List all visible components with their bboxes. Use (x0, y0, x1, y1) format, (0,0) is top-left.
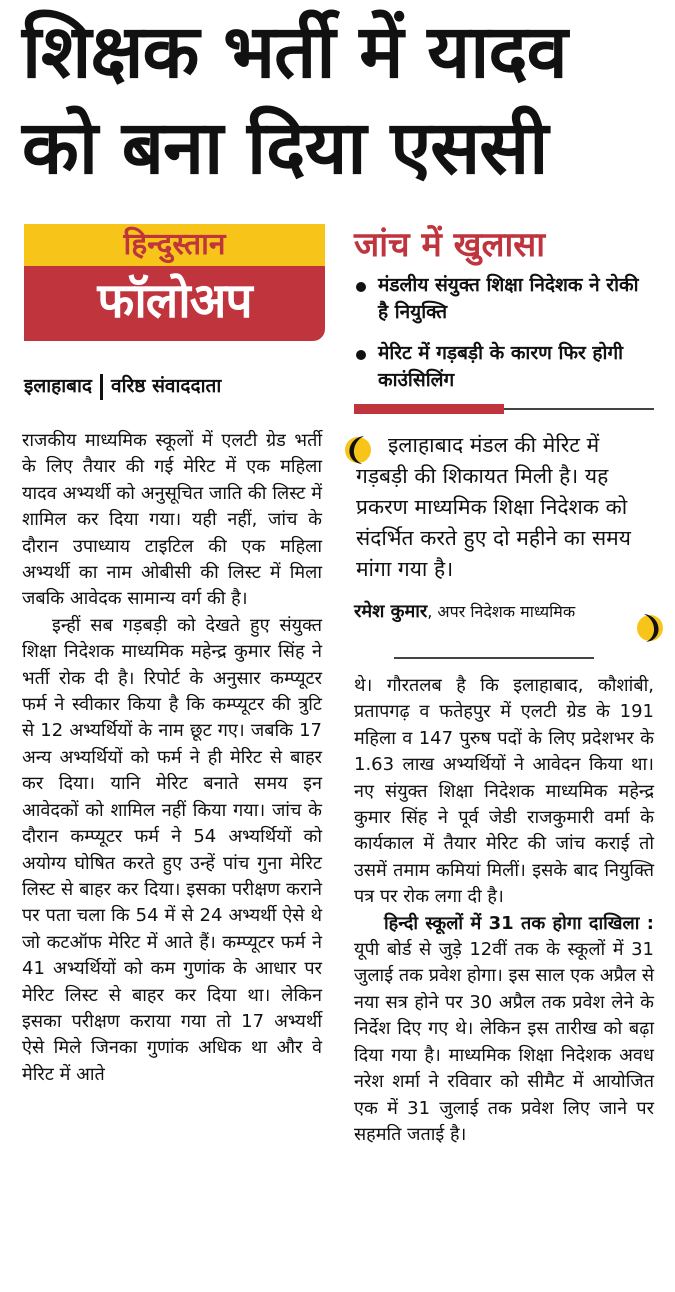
bullet-dot-icon (356, 282, 366, 292)
sidebar-bullet-text: मंडलीय संयुक्त शिक्षा निदेशक ने रोकी है नियुक्ति (378, 274, 639, 323)
byline-reporter: वरिष्ठ संवाददाता (111, 375, 222, 397)
quote-close-icon (632, 610, 668, 646)
article-paragraph: इन्हीं सब गड़बड़ी को देखते हुए संयुक्त शिक्षा निदेशक माध्यमिक महेन्द्र कुमार सिंह ने भर्ती रोक दी है। रिपोर्ट के अनुसार कम्प्यूटर फर्म ने स्वीकार किया है कि कम्प्यूटर की त्रुटि से 12 अभ्यर्थियों के नाम छूट गए। जबकि 17 अन्य अभ्यर्थियों को फर्म ने ही मेरिट से बाहर कर दिया। यानि मेरिट बनाते समय इन आवेदकों को शामिल नहीं किया गया। जांच के दौरान कम्प्यूटर फर्म ने 54 अभ्यर्थियों को अयोग्य घोषित करते हुए उन्हें पांच गुना मेरिट लिस्ट से बाहर कर दिया। इसका परीक्षण कराने पर पता चला कि 54 में से 24 अभ्यर्थी ऐसे थे जो कटऑफ मेरिट में आते हैं। कम्प्यूटर फर्म ने 41 अभ्यर्थियों को कम गुणांक के आधार पर मेरिट लिस्ट से बाहर कर दिया था। लेकिन इसका परीक्षण कराया गया तो 17 अभ्यर्थी ऐसे मिले जिनका गुणांक अधिक था और वे मेरिट में आते (22, 614, 322, 1085)
quote-open-icon (340, 432, 376, 468)
quote-author-role: , अपर निदेशक माध्यमिक (427, 602, 576, 621)
headline (22, 4, 662, 196)
logo-brand: हिन्दुस्तान (24, 224, 325, 266)
sidebar-bullet-text: मेरिट में गड़बड़ी के कारण फिर होगी काउंसिलिंग (378, 342, 624, 391)
article-column-right (354, 673, 654, 1148)
sidebar-divider (354, 404, 654, 414)
article-subheading: हिन्दी स्कूलों में 31 तक होगा दाखिला : (384, 912, 654, 934)
sidebar-bullets (354, 272, 654, 408)
logo-followup: फॉलोअप (97, 273, 252, 329)
article-paragraph-text: यूपी बोर्ड से जुड़े 12वीं तक के स्कूलों में 31 जुलाई तक प्रवेश होगा। इस साल एक अप्रैल से नया सत्र होने पर 30 अप्रैल तक प्रवेश लेने के निर्देश दिए गए थे। लेकिन इस तारीख को बढ़ा दिया गया है। माध्यमिक शिक्षा निदेशक अवध नरेश शर्मा ने रविवार को सीमैट में आयोजित एक में 31 जुलाई तक प्रवेश लिए जाने पर सहमति जताई है। (354, 939, 654, 1145)
quote-text-rest: गड़बड़ी की शिकायत मिली है। यह प्रकरण माध्यमिक शिक्षा निदेशक को संदर्भित करते हुए दो महीने का समय मांगा गया है। (356, 464, 631, 581)
sidebar-bullet (354, 272, 654, 326)
byline-separator (100, 374, 103, 400)
sidebar-divider-red (354, 404, 504, 414)
article-paragraph-subhead (354, 911, 654, 1149)
hindustan-followup-logo (24, 224, 325, 341)
headline-line-1: शिक्षक भर्ती में यादव (22, 9, 567, 95)
quote-text (340, 430, 660, 585)
article-paragraph: राजकीय माध्यमिक स्कूलों में एलटी ग्रेड भर्ती के लिए तैयार की गई मेरिट में एक महिला यादव अभ्यर्थी को अनुसूचित जाति की लिस्ट में शामिल कर दिया गया। यही नहीं, जांच के दौरान उपाध्याय टाइटिल की एक महिला अभ्यर्थी का नाम ओबीसी की लिस्ट में मिला जबकि आवेदक सामान्य वर्ग की है। (22, 430, 322, 610)
quote-text-first: इलाहाबाद मंडल की मेरिट में (388, 433, 600, 457)
sidebar-heading: जांच में खुलासा (354, 225, 546, 265)
article-column-left (22, 428, 322, 1088)
bullet-dot-icon (356, 350, 366, 360)
byline (24, 372, 221, 400)
article-paragraph: थे। गौरतलब है कि इलाहाबाद, कौशांबी, प्रतापगढ़ व फतेहपुर में एलटी ग्रेड के 191 महिला व 147 पुरुष पदों के लिए प्रदेशभर के 1.63 लाख अभ्यर्थियों ने आवेदन किया था। नए संयुक्त शिक्षा निदेशक माध्यमिक महेन्द्र कुमार सिंह ने पूर्व जेडी राजकुमारी वर्मा के कार्यकाल में तैयार मेरिट की जांच कराई तो उसमें तमाम कमियां मिलीं। इसके बाद नियुक्ति पत्र पर रोक लगा दी है। (354, 675, 654, 908)
headline-line-2: को बना दिया एससी (22, 105, 548, 191)
sidebar-divider-line (504, 408, 654, 410)
byline-place: इलाहाबाद (24, 375, 93, 397)
quote-author: रमेश कुमार (354, 601, 428, 622)
quote-rule (394, 657, 594, 659)
quote-attribution (340, 599, 660, 623)
pull-quote (340, 430, 660, 623)
sidebar-bullet (354, 340, 654, 394)
